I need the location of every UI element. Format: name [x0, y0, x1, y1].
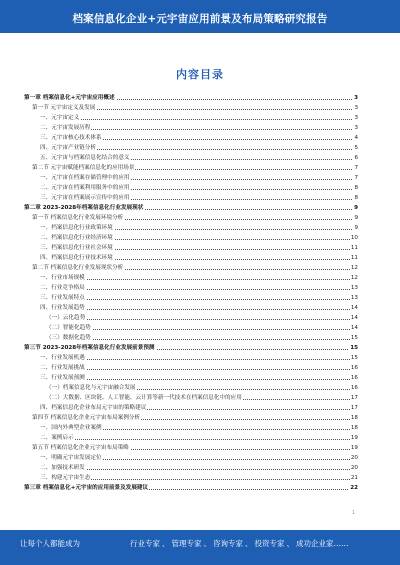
toc-item[interactable] — [0, 324, 400, 332]
toc-item[interactable] — [0, 454, 400, 462]
toc-label: 二、行业发展挑战 — [40, 365, 85, 371]
toc-section[interactable] — [0, 414, 400, 422]
toc-chapter[interactable] — [0, 484, 400, 492]
toc-page-number: 3 — [354, 95, 358, 101]
toc-item[interactable] — [0, 194, 400, 202]
toc-leader-dots — [40, 359, 352, 360]
toc-leader-dots — [40, 469, 352, 470]
toc-label: 三、元宇宙在档案展示宣传中的应用 — [40, 195, 130, 201]
toc-leader-dots — [40, 439, 352, 440]
toc-label: 一、元宇宙定义 — [40, 115, 80, 121]
toc-item[interactable] — [0, 354, 400, 362]
toc-label: 二、案例启示 — [40, 435, 74, 441]
toc-label: 第五节 档案信息化企业元宇宙布局策略 — [32, 445, 129, 451]
toc-label: 一、明确元宇宙发展定位 — [40, 455, 102, 461]
footer-roles — [130, 538, 349, 549]
toc-item[interactable] — [0, 304, 400, 312]
toc-section[interactable] — [0, 164, 400, 172]
toc-item[interactable] — [0, 244, 400, 252]
toc-label: （二）大数据、区块链、人工智能、云计算等新一代技术在档案信息化中的应用 — [46, 395, 242, 401]
toc-section[interactable] — [0, 104, 400, 112]
toc-page-number: 3 — [354, 125, 358, 131]
toc-page-number: 8 — [354, 185, 358, 191]
toc-page-number: 19 — [350, 435, 358, 441]
toc-page-number: 16 — [350, 365, 358, 371]
toc-page-number: 14 — [350, 315, 358, 321]
toc-label: （二）智能化趋势 — [46, 325, 91, 331]
toc-page-number: 12 — [350, 275, 358, 281]
toc-page-number: 12 — [350, 265, 358, 271]
toc-page-number: 11 — [350, 245, 358, 251]
toc-page-number: 17 — [350, 405, 358, 411]
toc-label: 三、元宇宙核心技术体系 — [40, 135, 102, 141]
toc-page-number: 9 — [354, 225, 358, 231]
toc-label: 四、元宇宙产业链分析 — [40, 145, 96, 151]
toc-page-number: 9 — [354, 205, 358, 211]
toc-label: 第一章 档案信息化+元宇宙应用概述 — [24, 95, 115, 101]
toc-page-number: 4 — [354, 135, 358, 141]
toc-label: 一、元宇宙在档案存储管理中的应用 — [40, 175, 130, 181]
toc-label: 四、档案信息化行业技术环境 — [40, 255, 113, 261]
toc-label: 五、元宇宙与档案信息化结合的意义 — [40, 155, 130, 161]
report-title: 档案信息化企业+元宇宙应用前景及布局策略研究报告 — [72, 13, 328, 25]
footer-banner — [0, 530, 400, 565]
toc-page-number: 5 — [354, 145, 358, 151]
toc-leader-dots — [46, 339, 352, 340]
toc-leader-dots — [40, 299, 352, 300]
toc-item[interactable] — [0, 114, 400, 122]
toc-label: 第一节 元宇宙定义及发展 — [32, 105, 96, 111]
toc-leader-dots — [40, 289, 352, 290]
toc-heading: 内容目录 — [176, 68, 224, 81]
toc-label: （三）数据化趋势 — [46, 335, 91, 341]
toc-item[interactable] — [0, 134, 400, 142]
toc-label: 二、加强技术研发 — [40, 465, 85, 471]
toc-chapter[interactable] — [0, 94, 400, 102]
toc-label: 二、行业竞争格局 — [40, 285, 85, 291]
toc-item[interactable] — [0, 284, 400, 292]
footer-lead: 让每个人都能成为 — [20, 539, 80, 548]
toc-leader-dots — [40, 119, 352, 120]
toc-page-number: 9 — [354, 215, 358, 221]
toc-page-number: 18 — [350, 415, 358, 421]
toc-label: 一、行业市场规模 — [40, 275, 85, 281]
toc-item[interactable] — [0, 184, 400, 192]
toc-page-number: 13 — [350, 285, 358, 291]
toc-leader-dots — [40, 369, 352, 370]
toc-item[interactable] — [0, 404, 400, 412]
toc-page-number: 20 — [350, 455, 358, 461]
toc-page-number: 3 — [354, 105, 358, 111]
toc-label: 三、行业发展预测 — [40, 375, 85, 381]
toc-page-number: 8 — [354, 195, 358, 201]
toc-page-number: 22 — [350, 485, 358, 491]
toc-page-number: 16 — [350, 385, 358, 391]
toc-page-number: 16 — [350, 375, 358, 381]
toc-item[interactable] — [0, 474, 400, 482]
toc-label: 三、构建元宇宙生态 — [40, 475, 91, 481]
toc-label: 第三章 档案信息化+元宇宙的应用前景及发展建议 — [24, 485, 149, 491]
footer-role-link: 行业专家 — [130, 539, 160, 548]
toc-item[interactable] — [0, 394, 400, 402]
toc-label: 三、档案信息化行业社会环境 — [40, 245, 113, 251]
toc-chapter[interactable] — [0, 204, 400, 212]
toc-label: 三、行业发展特点 — [40, 295, 85, 301]
toc-item[interactable] — [0, 224, 400, 232]
toc-section[interactable] — [0, 444, 400, 452]
toc-page-number: 14 — [350, 305, 358, 311]
toc-page-number: 14 — [350, 325, 358, 331]
toc-section[interactable] — [0, 264, 400, 272]
toc-label: 二、档案信息化行业经济环境 — [40, 235, 113, 241]
toc-chapter[interactable] — [0, 344, 400, 352]
toc-item[interactable] — [0, 294, 400, 302]
footer-role-link: 咨询专家 — [213, 539, 243, 548]
table-of-contents — [0, 94, 400, 499]
toc-item[interactable] — [0, 174, 400, 182]
footer-role-link: 投资专家 — [254, 539, 285, 548]
footer-separator: 、 — [203, 539, 211, 548]
footer-separator: 、 — [245, 539, 253, 548]
toc-page-number: 15 — [350, 355, 358, 361]
toc-item[interactable] — [0, 234, 400, 242]
toc-item[interactable] — [0, 424, 400, 432]
toc-page-number: 11 — [350, 255, 358, 261]
toc-label: 一、行业发展机遇 — [40, 355, 85, 361]
toc-label: 一、国内外典型企业案例 — [40, 425, 102, 431]
toc-label: （一）档案信息化与元宇宙融合发展 — [46, 385, 136, 391]
toc-page-number: 6 — [354, 155, 358, 161]
toc-page-number: 17 — [350, 395, 358, 401]
footer-role-link: 管理专家 — [171, 539, 202, 548]
toc-label: 四、行业发展趋势 — [40, 305, 85, 311]
toc-page-number: 18 — [350, 425, 358, 431]
toc-item[interactable] — [0, 154, 400, 162]
toc-page-number: 20 — [350, 465, 358, 471]
toc-section[interactable] — [0, 214, 400, 222]
toc-page-number: 10 — [350, 235, 358, 241]
toc-label: 第三节 2023-2028年档案信息化行业发展前景预测 — [24, 345, 155, 351]
toc-leader-dots — [40, 379, 352, 380]
toc-page-number: 7 — [354, 175, 358, 181]
toc-item[interactable] — [0, 254, 400, 262]
toc-item[interactable] — [0, 434, 400, 442]
toc-page-number: 21 — [350, 475, 358, 481]
toc-label: 二、元宇宙发展历程 — [40, 125, 91, 131]
toc-item[interactable] — [0, 374, 400, 382]
toc-label: 第二章 2023-2028年档案信息化行业发展现状 — [24, 205, 144, 211]
toc-label: 第四节 档案信息化企业元宇宙布局案例分析 — [32, 415, 141, 421]
toc-leader-dots — [40, 309, 352, 310]
toc-page-number: 15 — [350, 345, 358, 351]
footer-separator: 、 — [162, 539, 170, 548]
toc-item[interactable] — [0, 384, 400, 392]
toc-label: 四、档案信息化企业布局元宇宙的策略建议 — [40, 405, 147, 411]
toc-item[interactable] — [0, 364, 400, 372]
toc-label: 第二节 档案信息化行业发展现状分析 — [32, 265, 124, 271]
toc-leader-dots — [46, 329, 352, 330]
footer-role-link: 成功企业家…… — [296, 539, 349, 548]
toc-label: 二、元宇宙在档案利用服务中的应用 — [40, 185, 130, 191]
toc-page-number: 7 — [354, 165, 358, 171]
toc-label: 第一节 档案信息化行业发展环境分析 — [32, 215, 124, 221]
toc-label: 一、档案信息化行业政策环境 — [40, 225, 113, 231]
toc-item[interactable] — [0, 124, 400, 132]
toc-item[interactable] — [0, 144, 400, 152]
toc-page-number: 13 — [350, 295, 358, 301]
toc-page-number: 15 — [350, 335, 358, 341]
toc-label: （一）云化趋势 — [46, 315, 86, 321]
toc-label: 第二节 元宇宙赋能档案信息化的应用场景 — [32, 165, 135, 171]
toc-item[interactable] — [0, 314, 400, 322]
toc-leader-dots — [40, 279, 352, 280]
footer-separator: 、 — [286, 539, 294, 548]
toc-page-number: 19 — [350, 445, 358, 451]
toc-leader-dots — [46, 319, 352, 320]
toc-item[interactable] — [0, 334, 400, 342]
page-number: 1 — [351, 510, 355, 516]
toc-item[interactable] — [0, 464, 400, 472]
toc-page-number: 3 — [354, 115, 358, 121]
toc-item[interactable] — [0, 274, 400, 282]
report-header — [0, 0, 400, 33]
